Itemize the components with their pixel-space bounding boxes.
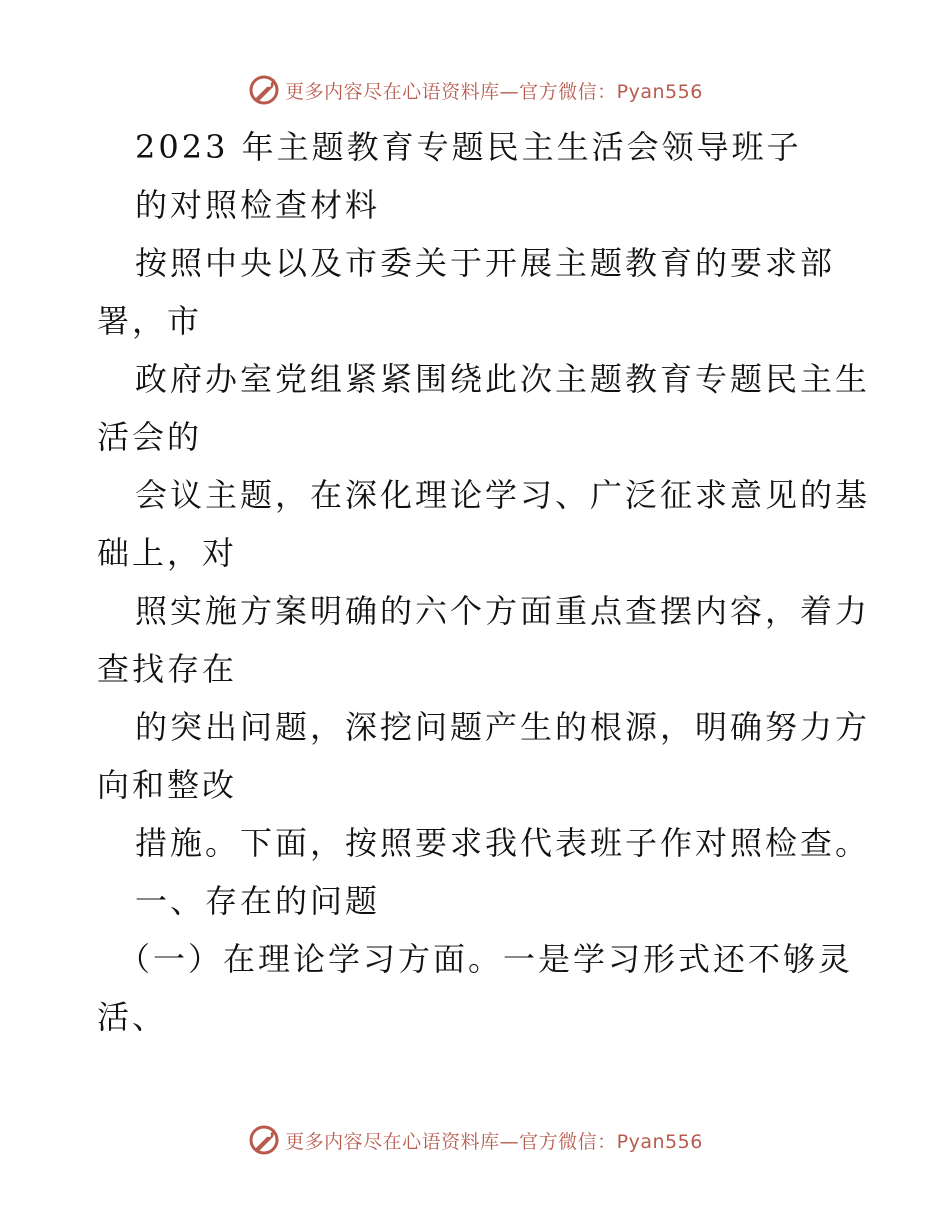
pen-logo-icon (247, 1123, 281, 1157)
paragraph-line: 础上，对 (97, 534, 238, 572)
paragraph-line: 向和整改 (97, 766, 238, 804)
document-body (0, 118, 950, 1046)
paragraph-line: 照实施方案明确的六个方面重点查摆内容，着力 (135, 592, 871, 630)
title-line-1: 2023 年主题教育专题民主生活会领导班子 (135, 128, 802, 166)
footer-watermark (0, 1120, 950, 1160)
paragraph-line: 措施。下面，按照要求我代表班子作对照检查。 (135, 824, 871, 862)
paragraph-line: 按照中央以及市委关于开展主题教育的要求部 (135, 244, 836, 282)
pen-logo-icon (247, 73, 281, 107)
title-line-2: 的对照检查材料 (135, 186, 381, 224)
footer-text: 更多内容尽在心语资料库—官方微信：Pyan556 (285, 1130, 703, 1153)
paragraph-line: 会议主题，在深化理论学习、广泛征求意见的基 (135, 476, 871, 514)
paragraph-line: 查找存在 (97, 650, 238, 688)
section-heading: 一、存在的问题 (135, 882, 381, 920)
paragraph-line: 活会的 (97, 418, 203, 456)
paragraph-line: 的突出问题，深挖问题产生的根源，明确努力方 (135, 708, 871, 746)
paragraph-line: 署，市 (97, 302, 203, 340)
header-text: 更多内容尽在心语资料库—官方微信：Pyan556 (285, 80, 703, 103)
paragraph-line: 政府办室党组紧紧围绕此次主题教育专题民主生 (135, 360, 871, 398)
paragraph-line: （一）在理论学习方面。一是学习形式还不够灵 (118, 940, 854, 978)
paragraph-line: 活、 (97, 998, 168, 1036)
header-watermark (0, 70, 950, 110)
